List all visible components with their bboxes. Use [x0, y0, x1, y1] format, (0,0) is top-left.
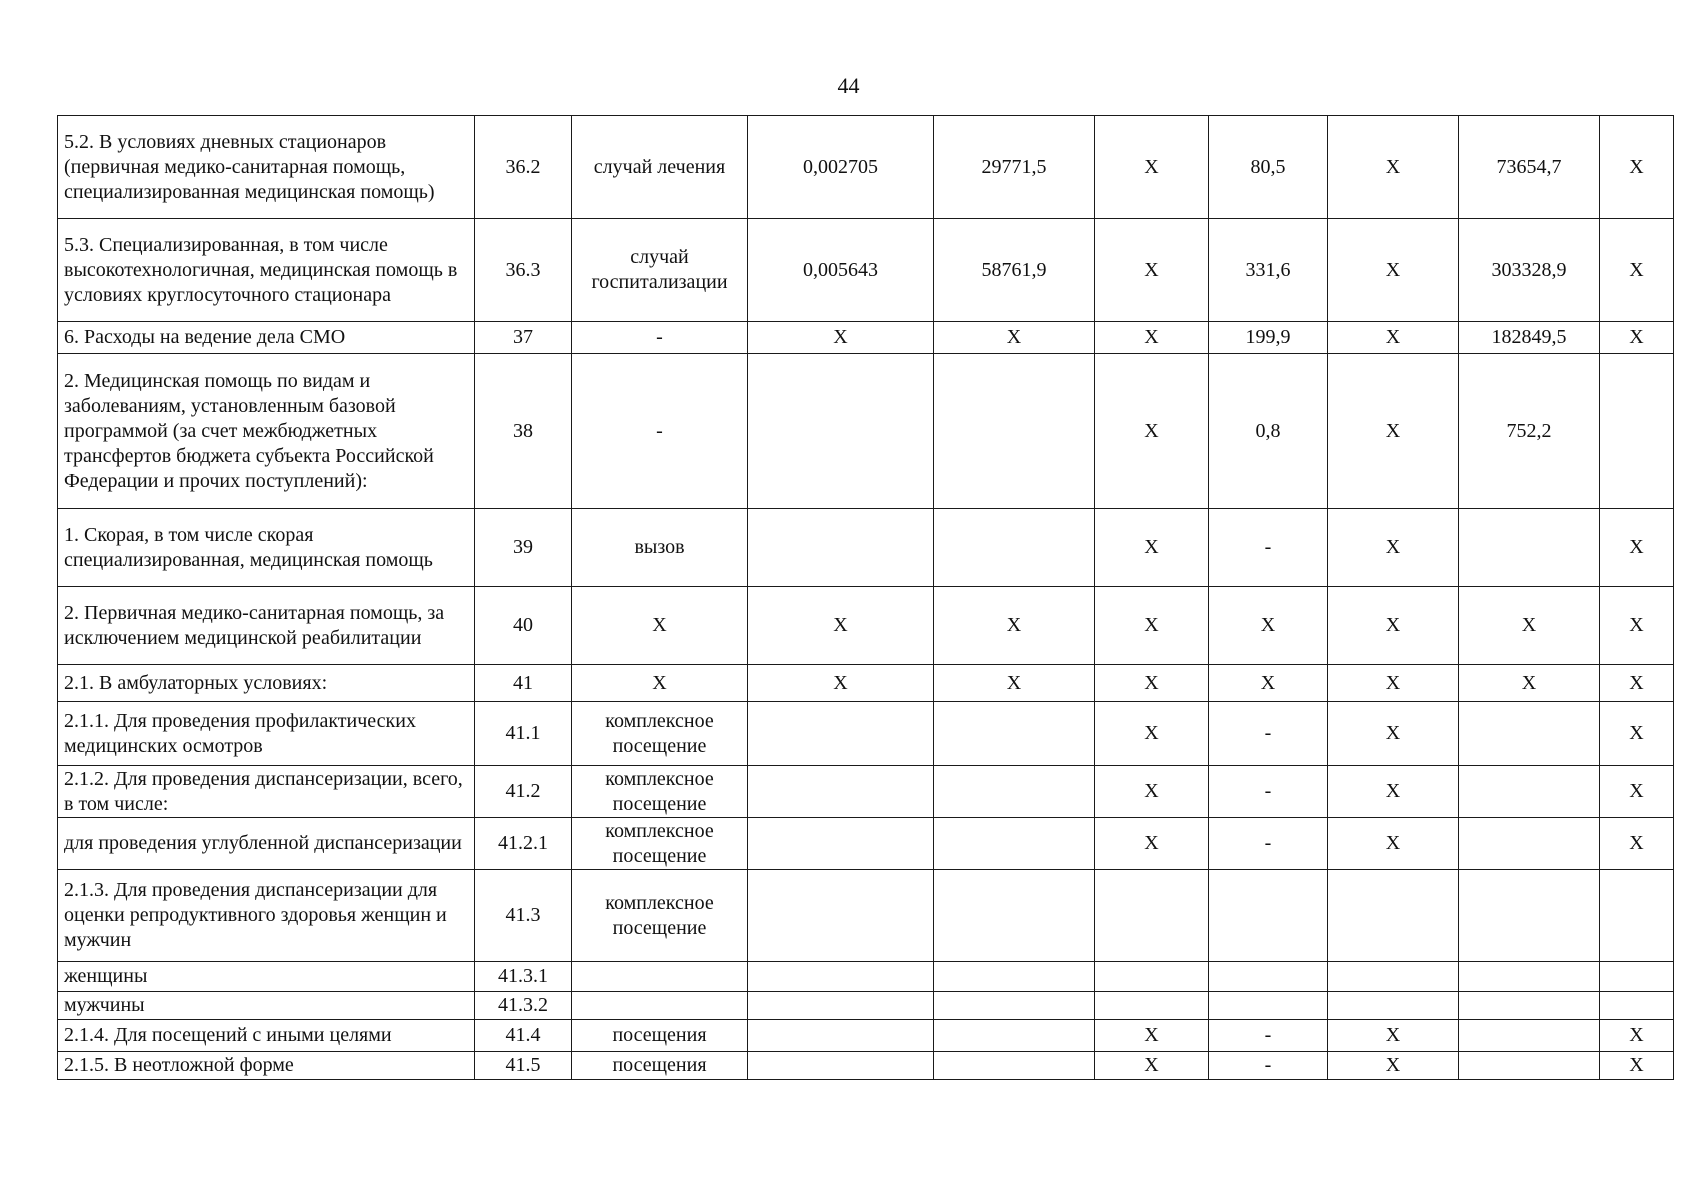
- table-row: [58, 116, 1674, 219]
- col5-cell: Х: [934, 322, 1095, 354]
- col8-cell: Х: [1328, 509, 1459, 587]
- col5-cell: 58761,9: [934, 219, 1095, 322]
- table-row: [58, 219, 1674, 322]
- col10-cell: Х: [1600, 665, 1674, 702]
- col6-cell: Х: [1095, 219, 1209, 322]
- col8-cell: Х: [1328, 219, 1459, 322]
- row-code-cell: 41.2.1: [475, 818, 572, 870]
- row-name-cell: мужчины: [58, 992, 475, 1020]
- col10-cell: Х: [1600, 1052, 1674, 1080]
- col10-cell: Х: [1600, 322, 1674, 354]
- row-code-cell: 41.5: [475, 1052, 572, 1080]
- col5-cell: [934, 1052, 1095, 1080]
- col10-cell: [1600, 870, 1674, 962]
- col6-cell: [1095, 870, 1209, 962]
- col7-cell: Х: [1209, 665, 1328, 702]
- row-code-cell: 40: [475, 587, 572, 665]
- col6-cell: Х: [1095, 766, 1209, 818]
- col4-cell: [748, 509, 934, 587]
- row-name-cell: 1. Скорая, в том числе скорая специализированная, медицинская помощь: [58, 509, 475, 587]
- col10-cell: [1600, 354, 1674, 509]
- col8-cell: Х: [1328, 1052, 1459, 1080]
- table-row: [58, 322, 1674, 354]
- col7-cell: -: [1209, 818, 1328, 870]
- table-row: [58, 354, 1674, 509]
- row-name-cell: 2. Медицинская помощь по видам и заболеваниям, установленным базовой программой (за счет межбюджетных трансфертов бюджета субъекта Российской Федерации и прочих поступлений):: [58, 354, 475, 509]
- col4-cell: Х: [748, 587, 934, 665]
- col8-cell: Х: [1328, 766, 1459, 818]
- table-row: [58, 587, 1674, 665]
- col10-cell: Х: [1600, 1020, 1674, 1052]
- col10-cell: [1600, 962, 1674, 992]
- table-row: [58, 665, 1674, 702]
- col9-cell: 73654,7: [1459, 116, 1600, 219]
- unit-cell: вызов: [572, 509, 748, 587]
- col4-cell: Х: [748, 322, 934, 354]
- col9-cell: [1459, 818, 1600, 870]
- col9-cell: [1459, 766, 1600, 818]
- col8-cell: Х: [1328, 818, 1459, 870]
- col5-cell: [934, 509, 1095, 587]
- col8-cell: Х: [1328, 116, 1459, 219]
- col5-cell: [934, 962, 1095, 992]
- col7-cell: Х: [1209, 587, 1328, 665]
- col7-cell: [1209, 962, 1328, 992]
- col9-cell: 752,2: [1459, 354, 1600, 509]
- col6-cell: Х: [1095, 818, 1209, 870]
- col6-cell: Х: [1095, 665, 1209, 702]
- col9-cell: [1459, 992, 1600, 1020]
- row-code-cell: 41: [475, 665, 572, 702]
- col5-cell: Х: [934, 665, 1095, 702]
- col7-cell: -: [1209, 702, 1328, 766]
- row-code-cell: 41.3.2: [475, 992, 572, 1020]
- row-code-cell: 37: [475, 322, 572, 354]
- row-name-cell: женщины: [58, 962, 475, 992]
- col5-cell: [934, 354, 1095, 509]
- col9-cell: [1459, 1052, 1600, 1080]
- unit-cell: комплексное посещение: [572, 766, 748, 818]
- col4-cell: Х: [748, 665, 934, 702]
- col8-cell: Х: [1328, 702, 1459, 766]
- col8-cell: [1328, 962, 1459, 992]
- row-name-cell: 5.2. В условиях дневных стационаров (первичная медико-санитарная помощь, специализированная медицинская помощь): [58, 116, 475, 219]
- row-name-cell: для проведения углубленной диспансеризации: [58, 818, 475, 870]
- table-row: [58, 1052, 1674, 1080]
- col5-cell: [934, 766, 1095, 818]
- table-row: [58, 962, 1674, 992]
- table-row: [58, 992, 1674, 1020]
- col8-cell: Х: [1328, 322, 1459, 354]
- col6-cell: Х: [1095, 1052, 1209, 1080]
- col8-cell: Х: [1328, 587, 1459, 665]
- col5-cell: [934, 702, 1095, 766]
- row-name-cell: 6. Расходы на ведение дела СМО: [58, 322, 475, 354]
- row-name-cell: 2.1.2. Для проведения диспансеризации, всего, в том числе:: [58, 766, 475, 818]
- col9-cell: [1459, 509, 1600, 587]
- col9-cell: [1459, 870, 1600, 962]
- col4-cell: [748, 766, 934, 818]
- unit-cell: Х: [572, 587, 748, 665]
- row-code-cell: 38: [475, 354, 572, 509]
- col4-cell: [748, 1020, 934, 1052]
- row-code-cell: 36.3: [475, 219, 572, 322]
- col7-cell: 331,6: [1209, 219, 1328, 322]
- row-code-cell: 41.3.1: [475, 962, 572, 992]
- row-name-cell: 2.1.1. Для проведения профилактических медицинских осмотров: [58, 702, 475, 766]
- row-code-cell: 41.3: [475, 870, 572, 962]
- col7-cell: -: [1209, 1052, 1328, 1080]
- unit-cell: комплексное посещение: [572, 818, 748, 870]
- row-name-cell: 2.1.5. В неотложной форме: [58, 1052, 475, 1080]
- col8-cell: Х: [1328, 665, 1459, 702]
- unit-cell: посещения: [572, 1020, 748, 1052]
- row-name-cell: 2.1.3. Для проведения диспансеризации для оценки репродуктивного здоровья женщин и мужчин: [58, 870, 475, 962]
- col6-cell: Х: [1095, 116, 1209, 219]
- col9-cell: [1459, 1020, 1600, 1052]
- row-code-cell: 41.2: [475, 766, 572, 818]
- col10-cell: Х: [1600, 116, 1674, 219]
- table-row: [58, 1020, 1674, 1052]
- unit-cell: случай лечения: [572, 116, 748, 219]
- col9-cell: 303328,9: [1459, 219, 1600, 322]
- col7-cell: -: [1209, 1020, 1328, 1052]
- col9-cell: Х: [1459, 587, 1600, 665]
- col6-cell: [1095, 962, 1209, 992]
- col4-cell: [748, 702, 934, 766]
- col6-cell: Х: [1095, 509, 1209, 587]
- col9-cell: [1459, 962, 1600, 992]
- col4-cell: [748, 962, 934, 992]
- row-name-cell: 2.1. В амбулаторных условиях:: [58, 665, 475, 702]
- unit-cell: комплексное посещение: [572, 870, 748, 962]
- col10-cell: Х: [1600, 818, 1674, 870]
- table-row: [58, 702, 1674, 766]
- page-number: 44: [837, 73, 860, 98]
- col5-cell: [934, 992, 1095, 1020]
- col10-cell: [1600, 992, 1674, 1020]
- col10-cell: Х: [1600, 587, 1674, 665]
- col9-cell: 182849,5: [1459, 322, 1600, 354]
- col4-cell: 0,002705: [748, 116, 934, 219]
- unit-cell: -: [572, 354, 748, 509]
- unit-cell: [572, 962, 748, 992]
- unit-cell: Х: [572, 665, 748, 702]
- row-name-cell: 2.1.4. Для посещений с иными целями: [58, 1020, 475, 1052]
- col7-cell: 199,9: [1209, 322, 1328, 354]
- unit-cell: [572, 992, 748, 1020]
- col10-cell: Х: [1600, 219, 1674, 322]
- col4-cell: [748, 354, 934, 509]
- col5-cell: [934, 818, 1095, 870]
- col10-cell: Х: [1600, 766, 1674, 818]
- col4-cell: [748, 870, 934, 962]
- col5-cell: 29771,5: [934, 116, 1095, 219]
- col4-cell: 0,005643: [748, 219, 934, 322]
- col6-cell: [1095, 992, 1209, 1020]
- unit-cell: случай госпитализации: [572, 219, 748, 322]
- table-row: [58, 818, 1674, 870]
- table-body: [58, 116, 1674, 1080]
- col7-cell: 0,8: [1209, 354, 1328, 509]
- unit-cell: комплексное посещение: [572, 702, 748, 766]
- col5-cell: [934, 870, 1095, 962]
- col8-cell: [1328, 992, 1459, 1020]
- col6-cell: Х: [1095, 354, 1209, 509]
- row-code-cell: 41.4: [475, 1020, 572, 1052]
- col7-cell: 80,5: [1209, 116, 1328, 219]
- col8-cell: [1328, 870, 1459, 962]
- col6-cell: Х: [1095, 702, 1209, 766]
- col5-cell: [934, 1020, 1095, 1052]
- col4-cell: [748, 818, 934, 870]
- row-code-cell: 36.2: [475, 116, 572, 219]
- col10-cell: Х: [1600, 509, 1674, 587]
- col4-cell: [748, 992, 934, 1020]
- col8-cell: Х: [1328, 354, 1459, 509]
- col7-cell: -: [1209, 509, 1328, 587]
- col9-cell: Х: [1459, 665, 1600, 702]
- table-row: [58, 766, 1674, 818]
- row-code-cell: 41.1: [475, 702, 572, 766]
- col6-cell: Х: [1095, 1020, 1209, 1052]
- row-name-cell: 2. Первичная медико-санитарная помощь, за исключением медицинской реабилитации: [58, 587, 475, 665]
- row-name-cell: 5.3. Специализированная, в том числе высокотехнологичная, медицинская помощь в условиях круглосуточного стационара: [58, 219, 475, 322]
- row-code-cell: 39: [475, 509, 572, 587]
- table-row: [58, 509, 1674, 587]
- col10-cell: Х: [1600, 702, 1674, 766]
- table-row: [58, 870, 1674, 962]
- col8-cell: Х: [1328, 1020, 1459, 1052]
- col7-cell: -: [1209, 766, 1328, 818]
- col4-cell: [748, 1052, 934, 1080]
- unit-cell: -: [572, 322, 748, 354]
- col7-cell: [1209, 992, 1328, 1020]
- tariff-table: [57, 115, 1674, 1080]
- unit-cell: посещения: [572, 1052, 748, 1080]
- col5-cell: Х: [934, 587, 1095, 665]
- col9-cell: [1459, 702, 1600, 766]
- col6-cell: Х: [1095, 587, 1209, 665]
- col7-cell: [1209, 870, 1328, 962]
- col6-cell: Х: [1095, 322, 1209, 354]
